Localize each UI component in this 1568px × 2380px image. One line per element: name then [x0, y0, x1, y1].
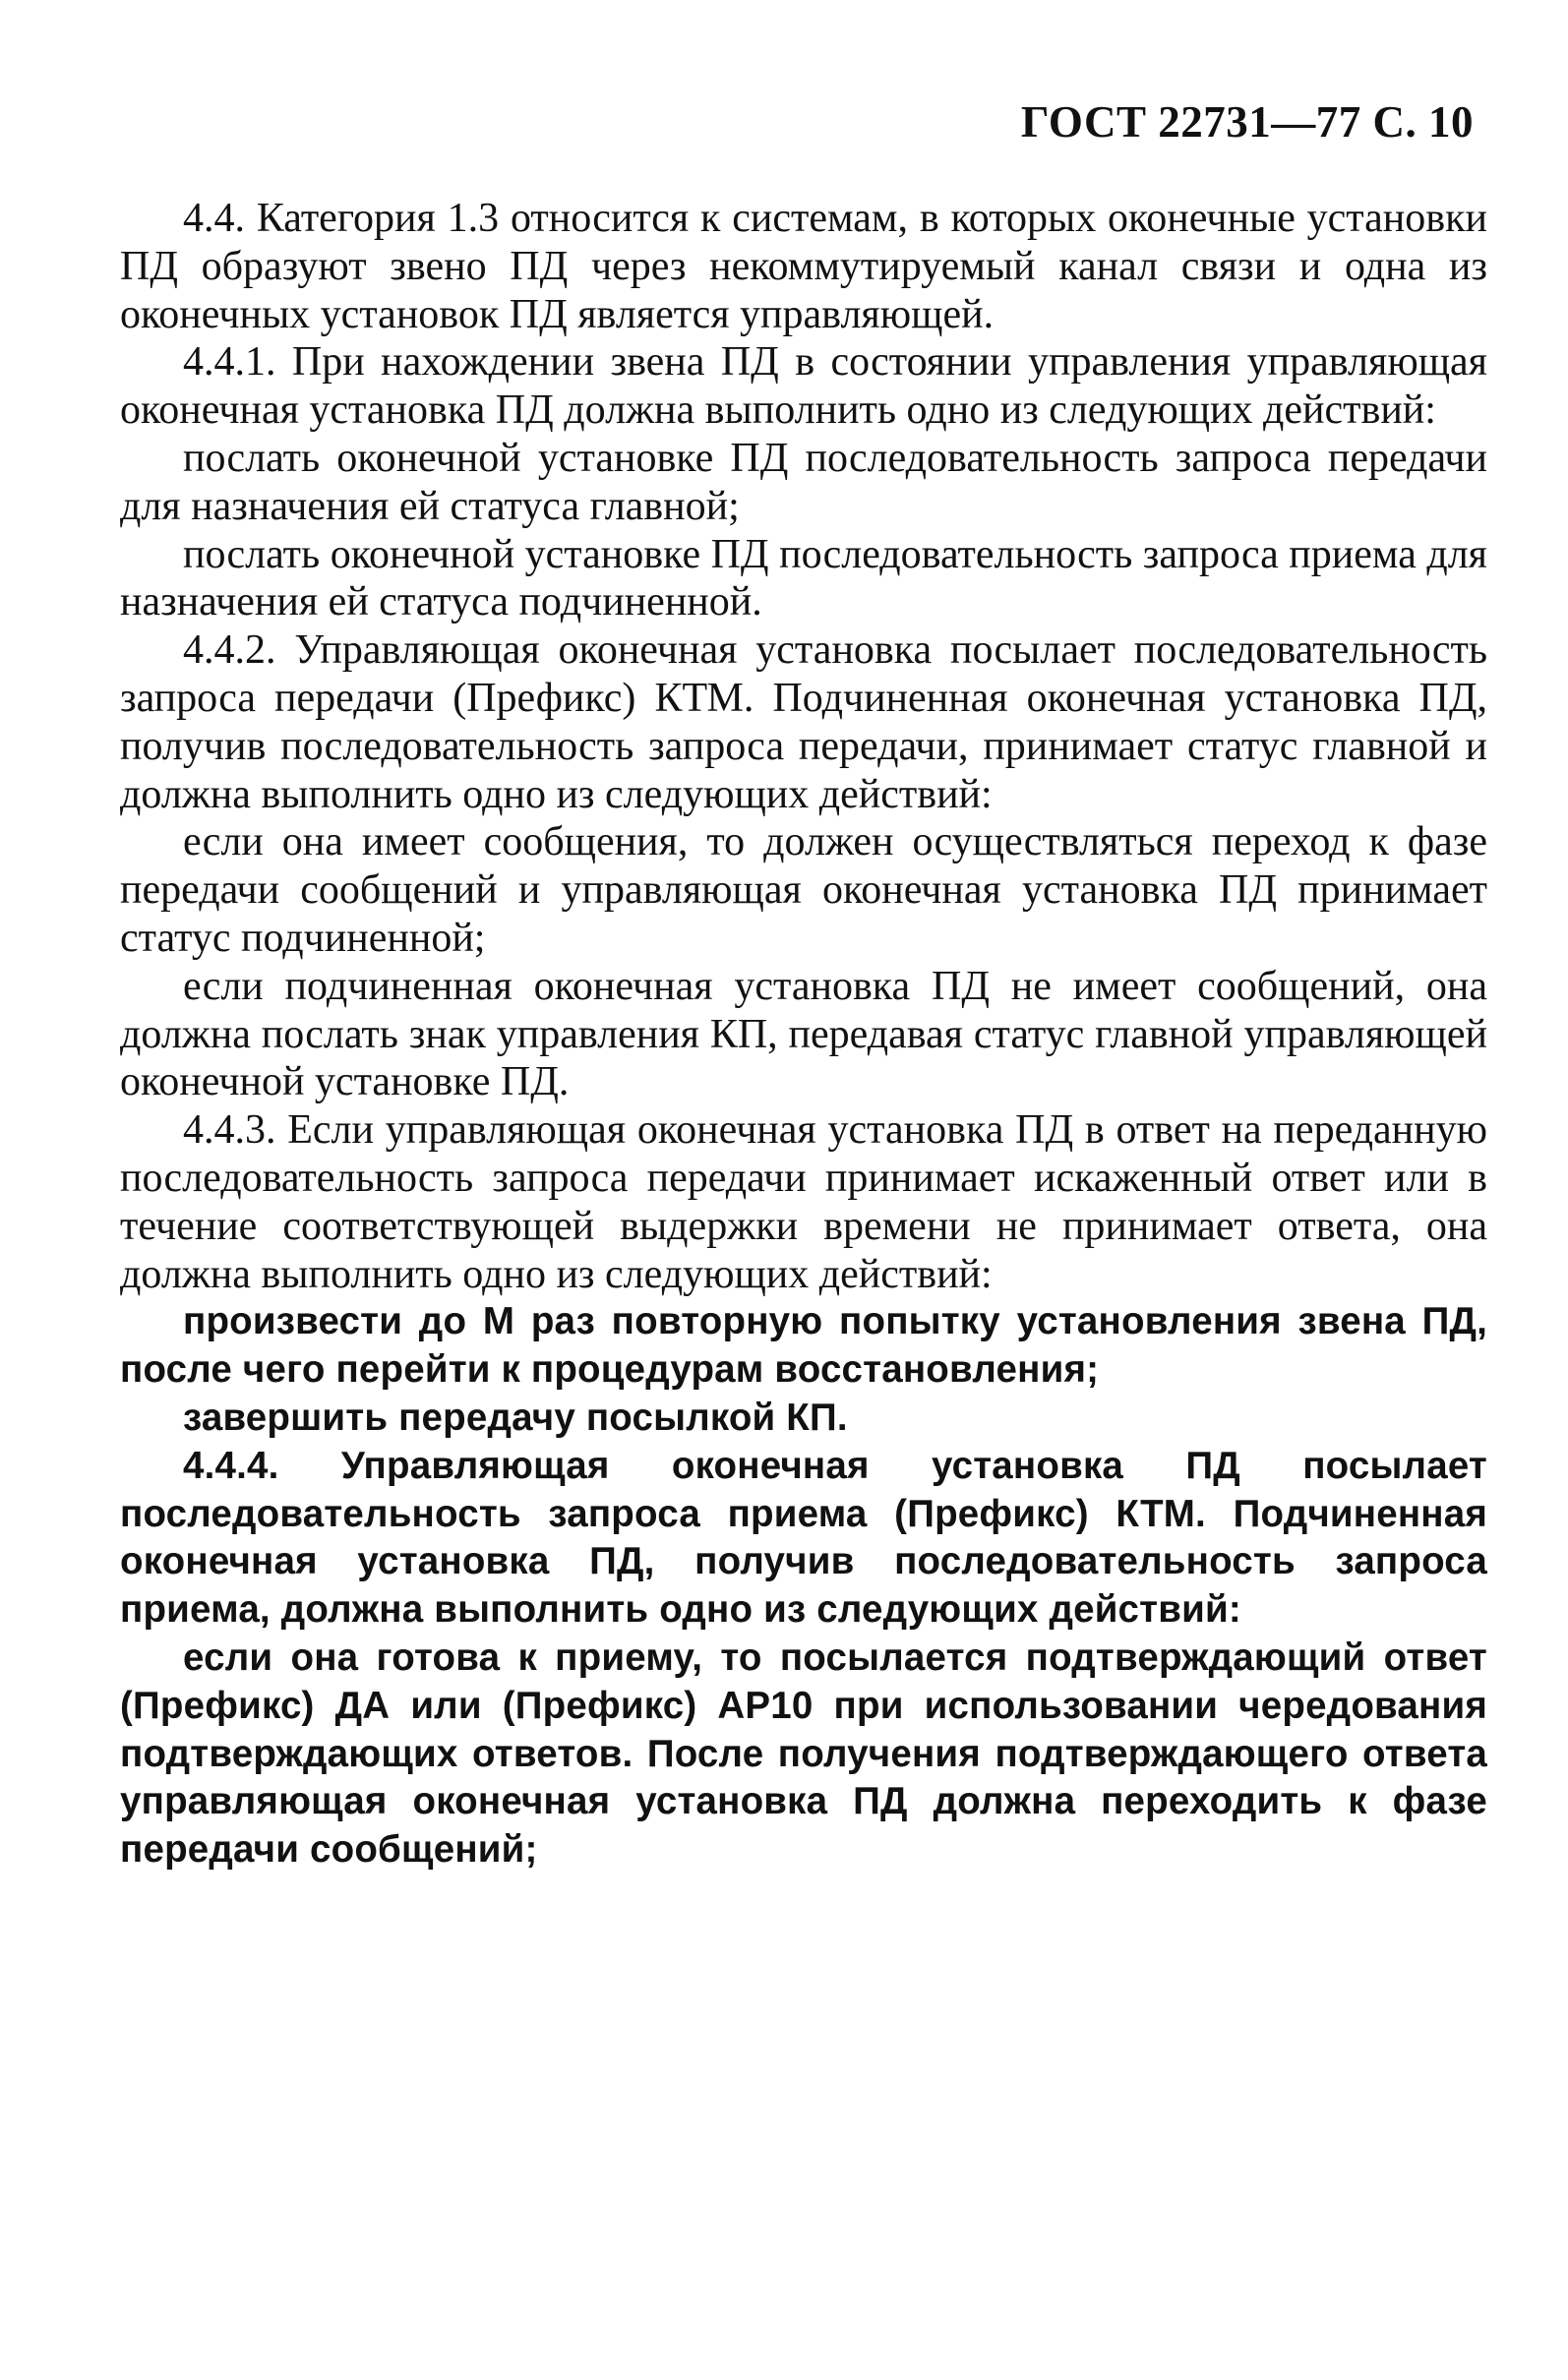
paragraph-4-4-3: 4.4.3. Если управляющая оконечная установка ПД в ответ на переданную последовательность запроса передачи принимает искаженный ответ или в течение соответствующей выдержки времени не принимает ответа, она должна выполнить одно из следующих действий: — [120, 1107, 1487, 1297]
list-item: если подчиненная оконечная установка ПД не имеет сообщений, она должна послать знак управления КП, передавая статус главной управляющей оконечной установке ПД. — [120, 963, 1487, 1105]
list-item: если она готова к приему, то посылается подтверждающий ответ (Префикс) ДА или (Префикс) АР10 при использовании чередования подтверждающих ответов. После получения подтверждающего ответа управляющая оконечная установка ПД должна переходить к фазе передачи сообщений; — [120, 1636, 1487, 1872]
list-item: послать оконечной установке ПД последовательность запроса приема для назначения ей статуса подчиненной. — [120, 531, 1487, 625]
paragraph-4-4: 4.4. Категория 1.3 относится к системам, в которых оконечные установки ПД образуют звено ПД через некоммутируемый канал связи и одна из оконечных установок ПД является управляющей. — [120, 196, 1487, 337]
paragraph-4-4-2: 4.4.2. Управляющая оконечная установка посылает последовательность запроса передачи (Префикс) КТМ. Подчиненная оконечная установка ПД, получив последовательность запроса передачи, принимает статус главной и должна выполнить одно из следующих действий: — [120, 627, 1487, 817]
paragraph-4-4-4: 4.4.4. Управляющая оконечная установка ПД посылает последовательность запроса приема (Префикс) КТМ. Подчиненная оконечная установка ПД, получив последовательность запроса приема, должна выполнить одно из следующих действий: — [120, 1444, 1487, 1632]
list-item: завершить передачу посылкой КП. — [183, 1396, 848, 1439]
page-header: ГОСТ 22731—77 С. 10 — [1020, 97, 1474, 147]
list-item: произвести до М раз повторную попытку установления звена ПД, после чего перейти к процедурам восстановления; — [120, 1300, 1487, 1392]
document-body — [120, 195, 1487, 1874]
list-item: если она имеет сообщения, то должен осуществляться переход к фазе передачи сообщений и управляющая оконечная установка ПД принимает статус подчиненной; — [120, 819, 1487, 961]
list-item: послать оконечной установке ПД последовательность запроса передачи для назначения ей статуса главной; — [120, 435, 1487, 529]
paragraph-4-4-1: 4.4.1. При нахождении звена ПД в состоянии управления управляющая оконечная установка ПД должна выполнить одно из следующих действий: — [120, 339, 1487, 434]
